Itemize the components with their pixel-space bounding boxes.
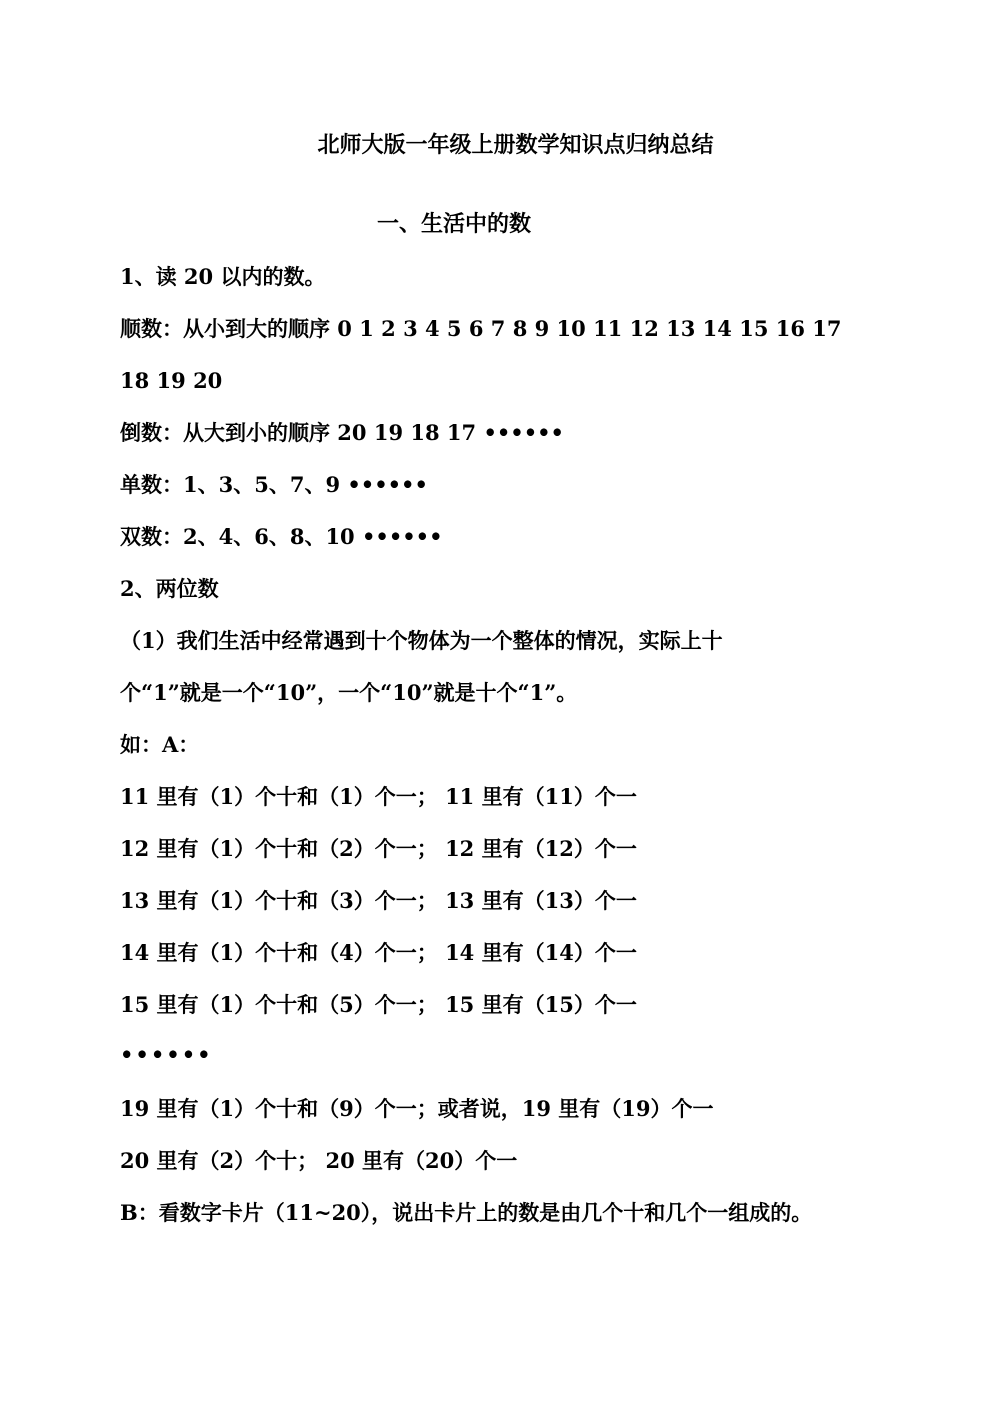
example-b-line: B：看数字卡片（11~20），说出卡片上的数是由几个十和几个一组成的。 [120,1200,813,1225]
example-row-14: 14 里有（1）个十和（4）个一； 14 里有（14）个一 [120,940,637,965]
shunshu-line-2: 18 19 20 [120,368,223,393]
shuangshu-line: 双数：2、4、6、8、10 •••••• [120,524,443,549]
paragraph-1-line-a: （1）我们生活中经常遇到十个物体为一个整体的情况，实际上十 [120,628,723,653]
example-a-label: 如：A： [120,732,200,757]
example-row-15: 15 里有（1）个十和（5）个一； 15 里有（15）个一 [120,992,637,1017]
example-row-11: 11 里有（1）个十和（1）个一； 11 里有（11）个一 [120,784,637,809]
paragraph-1-line-b: 个“1”就是一个“10”，一个“10”就是十个“1”。 [120,680,578,705]
example-row-20: 20 里有（2）个十； 20 里有（20）个一 [120,1148,518,1173]
ellipsis-line: •••••• [120,1042,213,1067]
item-1-heading: 1、读 20 以内的数。 [120,264,326,289]
example-row-13: 13 里有（1）个十和（3）个一； 13 里有（13）个一 [120,888,637,913]
section-title: 一、生活中的数 [377,211,532,237]
example-row-12: 12 里有（1）个十和（2）个一； 12 里有（12）个一 [120,836,637,861]
item-2-heading: 2、两位数 [120,576,219,601]
shunshu-line-1: 顺数：从小到大的顺序 0 1 2 3 4 5 6 7 8 9 10 11 12 13 14 15 16 17 [120,316,842,341]
document-title: 北师大版一年级上册数学知识点归纳总结 [317,132,714,158]
danshu-line: 单数：1、3、5、7、9 •••••• [120,472,428,497]
example-row-19: 19 里有（1）个十和（9）个一；或者说，19 里有（19）个一 [120,1096,714,1121]
daoshu-line: 倒数：从大到小的顺序 20 19 18 17 •••••• [120,420,564,445]
